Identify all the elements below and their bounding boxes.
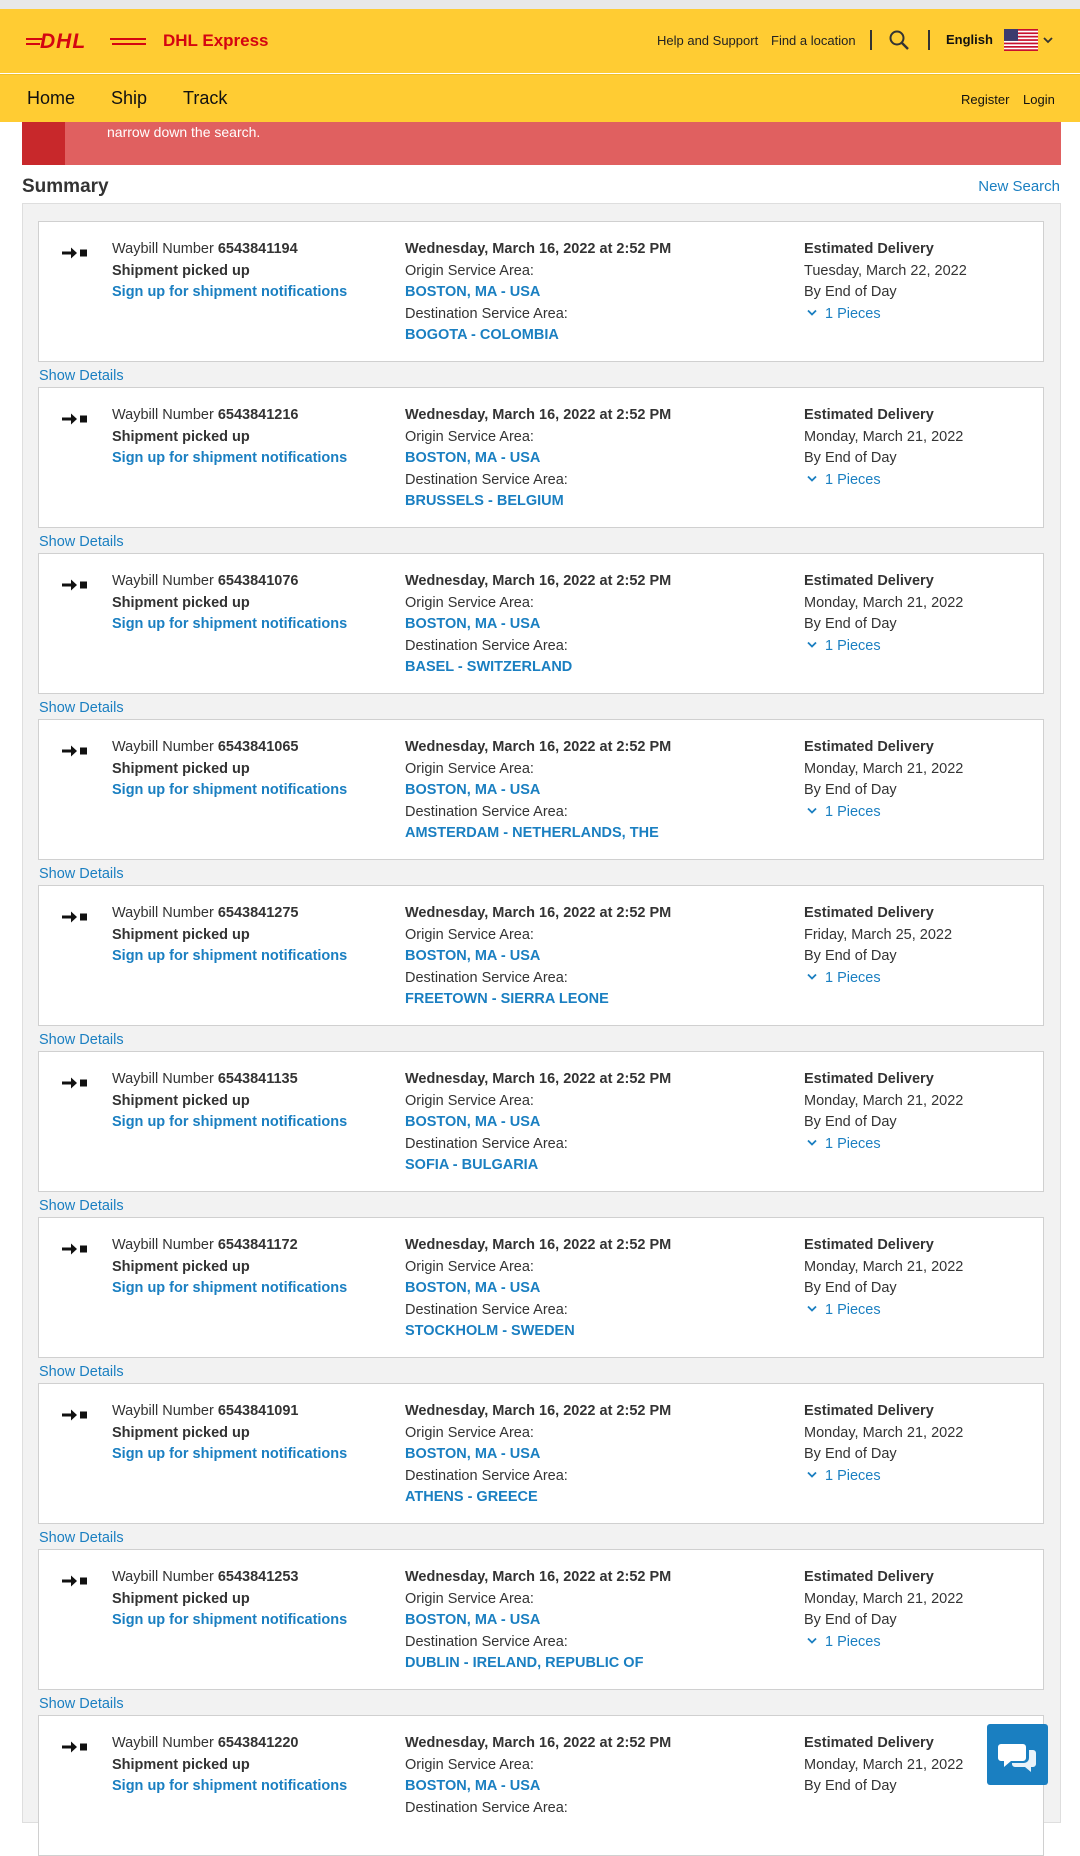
delivery-column bbox=[804, 239, 1034, 325]
shipment-card bbox=[38, 1217, 1044, 1358]
waybill-label: Waybill Number bbox=[112, 1071, 218, 1087]
pieces-count: 1 Pieces bbox=[825, 1135, 881, 1152]
waybill-label: Waybill Number bbox=[112, 1735, 218, 1751]
pieces-toggle[interactable] bbox=[804, 1134, 1034, 1156]
delivery-time: By End of Day bbox=[804, 450, 897, 467]
transit-arrow-icon bbox=[61, 1740, 89, 1754]
transit-arrow-icon bbox=[61, 1574, 89, 1588]
shipment-card bbox=[38, 1051, 1044, 1192]
waybill-column bbox=[112, 1401, 392, 1466]
notification-signup-link[interactable]: Sign up for shipment notifications bbox=[112, 1612, 348, 1629]
waybill-column bbox=[112, 1733, 392, 1798]
destination-label: Destination Service Area: bbox=[405, 1135, 568, 1152]
waybill-label: Waybill Number bbox=[112, 1237, 218, 1253]
divider bbox=[870, 30, 872, 50]
register-link[interactable]: Register bbox=[961, 92, 1010, 107]
pieces-count: 1 Pieces bbox=[825, 1467, 881, 1484]
shipment-date: Wednesday, March 16, 2022 at 2:52 PM bbox=[405, 241, 672, 257]
route-column bbox=[405, 737, 795, 845]
estimated-delivery-label: Estimated Delivery bbox=[804, 1071, 934, 1087]
destination-value[interactable]: ATHENS - GREECE bbox=[405, 1489, 538, 1506]
chevron-down-icon bbox=[807, 807, 817, 815]
shipment-date: Wednesday, March 16, 2022 at 2:52 PM bbox=[405, 1569, 672, 1585]
pieces-count: 1 Pieces bbox=[825, 969, 881, 986]
waybill-number: 6543841076 bbox=[217, 573, 299, 589]
delivery-time: By End of Day bbox=[804, 616, 897, 633]
origin-label: Origin Service Area: bbox=[405, 1756, 534, 1773]
chevron-down-icon bbox=[807, 973, 817, 981]
origin-label: Origin Service Area: bbox=[405, 262, 534, 279]
show-details-link[interactable]: Show Details bbox=[39, 368, 124, 384]
transit-arrow-icon bbox=[61, 1408, 89, 1422]
destination-label: Destination Service Area: bbox=[405, 305, 568, 322]
shipment-status: Shipment picked up bbox=[112, 594, 250, 611]
transit-arrow-icon bbox=[61, 1242, 89, 1256]
origin-label: Origin Service Area: bbox=[405, 1590, 534, 1607]
destination-value[interactable]: STOCKHOLM - SWEDEN bbox=[405, 1323, 575, 1340]
origin-value[interactable]: BOSTON, MA - USA bbox=[405, 1114, 541, 1131]
shipment-date: Wednesday, March 16, 2022 at 2:52 PM bbox=[405, 905, 672, 921]
delivery-time: By End of Day bbox=[804, 1114, 897, 1131]
pieces-toggle[interactable] bbox=[804, 968, 1034, 990]
show-details-link[interactable]: Show Details bbox=[39, 1198, 124, 1214]
notification-signup-link[interactable]: Sign up for shipment notifications bbox=[112, 450, 348, 467]
waybill-number: 6543841065 bbox=[217, 739, 299, 755]
origin-value[interactable]: BOSTON, MA - USA bbox=[405, 948, 541, 965]
shipment-status: Shipment picked up bbox=[112, 926, 250, 943]
brand-name: DHL Express bbox=[163, 31, 269, 50]
estimated-delivery-date: Monday, March 21, 2022 bbox=[804, 1424, 964, 1441]
notification-signup-link[interactable]: Sign up for shipment notifications bbox=[112, 948, 348, 965]
estimated-delivery-label: Estimated Delivery bbox=[804, 1403, 934, 1419]
show-details-link[interactable]: Show Details bbox=[39, 700, 124, 716]
delivery-time: By End of Day bbox=[804, 1446, 897, 1463]
route-column bbox=[405, 405, 795, 513]
delivery-column bbox=[804, 571, 1034, 657]
route-column bbox=[405, 1069, 795, 1177]
waybill-column bbox=[112, 239, 392, 304]
origin-value[interactable]: BOSTON, MA - USA bbox=[405, 284, 541, 301]
destination-label: Destination Service Area: bbox=[405, 1799, 568, 1816]
pieces-toggle[interactable] bbox=[804, 1466, 1034, 1488]
transit-arrow-icon bbox=[61, 1076, 89, 1090]
route-column bbox=[405, 1401, 795, 1509]
route-column bbox=[405, 571, 795, 679]
pieces-toggle[interactable] bbox=[804, 304, 1034, 326]
shipment-card bbox=[38, 1549, 1044, 1690]
show-details-link[interactable]: Show Details bbox=[39, 866, 124, 882]
origin-value[interactable]: BOSTON, MA - USA bbox=[405, 1446, 541, 1463]
destination-value[interactable]: BOGOTA - COLOMBIA bbox=[405, 327, 559, 344]
notification-signup-link[interactable]: Sign up for shipment notifications bbox=[112, 1778, 348, 1795]
chevron-down-icon bbox=[807, 475, 817, 483]
summary-title: Summary bbox=[22, 176, 109, 197]
shipment-status: Shipment picked up bbox=[112, 1756, 250, 1773]
route-column bbox=[405, 1567, 795, 1675]
origin-value[interactable]: BOSTON, MA - USA bbox=[405, 1778, 541, 1795]
chat-icon bbox=[987, 1724, 1048, 1785]
language-selector[interactable]: English bbox=[946, 32, 993, 47]
chevron-down-icon bbox=[807, 1139, 817, 1147]
estimated-delivery-label: Estimated Delivery bbox=[804, 1569, 934, 1585]
pieces-toggle[interactable] bbox=[804, 636, 1034, 658]
browser-top-strip bbox=[0, 0, 1080, 9]
help-and-support-link[interactable]: Help and Support bbox=[657, 33, 759, 48]
estimated-delivery-date: Monday, March 21, 2022 bbox=[804, 1258, 964, 1275]
shipment-date: Wednesday, March 16, 2022 at 2:52 PM bbox=[405, 1071, 672, 1087]
shipment-card bbox=[38, 1383, 1044, 1524]
shipment-status: Shipment picked up bbox=[112, 1424, 250, 1441]
waybill-column bbox=[112, 737, 392, 802]
pieces-count: 1 Pieces bbox=[825, 1633, 881, 1650]
shipment-card bbox=[38, 719, 1044, 860]
delivery-column bbox=[804, 1235, 1034, 1321]
delivery-time: By End of Day bbox=[804, 948, 897, 965]
delivery-time: By End of Day bbox=[804, 1280, 897, 1297]
origin-value[interactable]: BOSTON, MA - USA bbox=[405, 450, 541, 467]
notification-signup-link[interactable]: Sign up for shipment notifications bbox=[112, 1446, 348, 1463]
chevron-down-icon bbox=[807, 1305, 817, 1313]
waybill-label: Waybill Number bbox=[112, 241, 218, 257]
delivery-time: By End of Day bbox=[804, 1612, 897, 1629]
chat-button[interactable] bbox=[987, 1724, 1048, 1785]
waybill-number: 6543841135 bbox=[217, 1071, 298, 1087]
shipment-card bbox=[38, 387, 1044, 528]
destination-value[interactable]: BRUSSELS - BELGIUM bbox=[405, 493, 564, 510]
waybill-column bbox=[112, 405, 392, 470]
origin-label: Origin Service Area: bbox=[405, 926, 534, 943]
nav-ship[interactable]: Ship bbox=[111, 88, 148, 108]
shipment-status: Shipment picked up bbox=[112, 1258, 250, 1275]
waybill-number: 6543841194 bbox=[217, 241, 298, 257]
shipment-date: Wednesday, March 16, 2022 at 2:52 PM bbox=[405, 1403, 672, 1419]
site-header bbox=[0, 9, 1080, 73]
delivery-time: By End of Day bbox=[804, 782, 897, 799]
waybill-number: 6543841253 bbox=[217, 1569, 299, 1585]
origin-value[interactable]: BOSTON, MA - USA bbox=[405, 616, 541, 633]
svg-text:DHL: DHL bbox=[40, 30, 87, 53]
shipment-date: Wednesday, March 16, 2022 at 2:52 PM bbox=[405, 739, 672, 755]
pieces-count: 1 Pieces bbox=[825, 471, 881, 488]
route-column bbox=[405, 1235, 795, 1343]
delivery-column bbox=[804, 1567, 1034, 1653]
error-alert bbox=[22, 122, 1061, 165]
delivery-time: By End of Day bbox=[804, 1778, 897, 1795]
estimated-delivery-label: Estimated Delivery bbox=[804, 241, 934, 257]
pieces-toggle[interactable] bbox=[804, 802, 1034, 824]
shipment-status: Shipment picked up bbox=[112, 760, 250, 777]
chevron-down-icon[interactable] bbox=[1042, 34, 1054, 46]
pieces-count: 1 Pieces bbox=[825, 305, 881, 322]
origin-value[interactable]: BOSTON, MA - USA bbox=[405, 782, 541, 799]
waybill-label: Waybill Number bbox=[112, 905, 218, 921]
new-search-link[interactable]: New Search bbox=[978, 178, 1060, 195]
chevron-down-icon bbox=[807, 1471, 817, 1479]
shipment-status: Shipment picked up bbox=[112, 428, 250, 445]
us-flag-icon[interactable] bbox=[1004, 29, 1038, 51]
estimated-delivery-date: Monday, March 21, 2022 bbox=[804, 760, 964, 777]
estimated-delivery-date: Monday, March 21, 2022 bbox=[804, 428, 964, 445]
chevron-down-icon bbox=[807, 1637, 817, 1645]
origin-label: Origin Service Area: bbox=[405, 594, 534, 611]
nav-home[interactable]: Home bbox=[27, 88, 76, 108]
pieces-toggle[interactable] bbox=[804, 470, 1034, 492]
waybill-number: 6543841220 bbox=[217, 1735, 299, 1751]
destination-value[interactable]: AMSTERDAM - NETHERLANDS, THE bbox=[405, 825, 659, 842]
alert-strip bbox=[22, 122, 65, 165]
delivery-column bbox=[804, 1401, 1034, 1487]
origin-value[interactable]: BOSTON, MA - USA bbox=[405, 1612, 541, 1629]
shipment-card bbox=[38, 553, 1044, 694]
waybill-column bbox=[112, 1235, 392, 1300]
delivery-column bbox=[804, 903, 1034, 989]
estimated-delivery-label: Estimated Delivery bbox=[804, 407, 934, 423]
estimated-delivery-label: Estimated Delivery bbox=[804, 1735, 934, 1751]
main-nav bbox=[0, 74, 1080, 122]
estimated-delivery-label: Estimated Delivery bbox=[804, 905, 934, 921]
origin-label: Origin Service Area: bbox=[405, 760, 534, 777]
route-column bbox=[405, 1733, 795, 1819]
search-icon[interactable] bbox=[888, 29, 910, 51]
waybill-label: Waybill Number bbox=[112, 1569, 218, 1585]
estimated-delivery-date: Monday, March 21, 2022 bbox=[804, 1590, 964, 1607]
destination-label: Destination Service Area: bbox=[405, 969, 568, 986]
destination-value[interactable]: FREETOWN - SIERRA LEONE bbox=[405, 991, 609, 1008]
shipment-card bbox=[38, 885, 1044, 1026]
waybill-number: 6543841091 bbox=[217, 1403, 299, 1419]
route-column bbox=[405, 903, 795, 1011]
origin-label: Origin Service Area: bbox=[405, 428, 534, 445]
notification-signup-link[interactable]: Sign up for shipment notifications bbox=[112, 616, 348, 633]
shipment-date: Wednesday, March 16, 2022 at 2:52 PM bbox=[405, 1735, 672, 1751]
dhl-logo-icon[interactable] bbox=[26, 29, 148, 53]
destination-value[interactable]: BASEL - SWITZERLAND bbox=[405, 659, 573, 676]
destination-label: Destination Service Area: bbox=[405, 637, 568, 654]
pieces-count: 1 Pieces bbox=[825, 637, 881, 654]
waybill-column bbox=[112, 1069, 392, 1134]
origin-label: Origin Service Area: bbox=[405, 1092, 534, 1109]
shipment-status: Shipment picked up bbox=[112, 1092, 250, 1109]
notification-signup-link[interactable]: Sign up for shipment notifications bbox=[112, 284, 348, 301]
waybill-column bbox=[112, 903, 392, 968]
pieces-toggle[interactable] bbox=[804, 1300, 1034, 1322]
destination-label: Destination Service Area: bbox=[405, 1467, 568, 1484]
origin-label: Origin Service Area: bbox=[405, 1258, 534, 1275]
transit-arrow-icon bbox=[61, 412, 89, 426]
destination-label: Destination Service Area: bbox=[405, 1301, 568, 1318]
waybill-label: Waybill Number bbox=[112, 1403, 218, 1419]
waybill-number: 6543841216 bbox=[217, 407, 299, 423]
estimated-delivery-date: Tuesday, March 22, 2022 bbox=[804, 262, 967, 279]
waybill-label: Waybill Number bbox=[112, 407, 218, 423]
shipment-status: Shipment picked up bbox=[112, 1590, 250, 1607]
estimated-delivery-label: Estimated Delivery bbox=[804, 573, 934, 589]
chevron-down-icon bbox=[807, 641, 817, 649]
estimated-delivery-date: Monday, March 21, 2022 bbox=[804, 1092, 964, 1109]
shipment-date: Wednesday, March 16, 2022 at 2:52 PM bbox=[405, 1237, 672, 1253]
notification-signup-link[interactable]: Sign up for shipment notifications bbox=[112, 1114, 348, 1131]
route-column bbox=[405, 239, 795, 347]
waybill-column bbox=[112, 571, 392, 636]
shipment-card bbox=[38, 221, 1044, 362]
login-link[interactable]: Login bbox=[1023, 92, 1055, 107]
chevron-down-icon bbox=[807, 309, 817, 317]
transit-arrow-icon bbox=[61, 744, 89, 758]
show-details-link[interactable]: Show Details bbox=[39, 534, 124, 550]
notification-signup-link[interactable]: Sign up for shipment notifications bbox=[112, 1280, 348, 1297]
shipment-date: Wednesday, March 16, 2022 at 2:52 PM bbox=[405, 407, 672, 423]
waybill-label: Waybill Number bbox=[112, 573, 218, 589]
estimated-delivery-date: Monday, March 21, 2022 bbox=[804, 1756, 964, 1773]
transit-arrow-icon bbox=[61, 578, 89, 592]
show-details-link[interactable]: Show Details bbox=[39, 1696, 124, 1712]
estimated-delivery-label: Estimated Delivery bbox=[804, 1237, 934, 1253]
destination-label: Destination Service Area: bbox=[405, 803, 568, 820]
destination-value[interactable]: SOFIA - BULGARIA bbox=[405, 1157, 539, 1174]
shipment-card bbox=[38, 1715, 1044, 1856]
alert-message: narrow down the search. bbox=[107, 124, 261, 140]
transit-arrow-icon bbox=[61, 246, 89, 260]
waybill-number: 6543841172 bbox=[217, 1237, 298, 1253]
find-location-link[interactable]: Find a location bbox=[771, 33, 856, 48]
show-details-link[interactable]: Show Details bbox=[39, 1364, 124, 1380]
delivery-column bbox=[804, 1069, 1034, 1155]
show-details-link[interactable]: Show Details bbox=[39, 1530, 124, 1546]
shipment-date: Wednesday, March 16, 2022 at 2:52 PM bbox=[405, 573, 672, 589]
destination-label: Destination Service Area: bbox=[405, 471, 568, 488]
waybill-column bbox=[112, 1567, 392, 1632]
pieces-toggle[interactable] bbox=[804, 1632, 1034, 1654]
destination-label: Destination Service Area: bbox=[405, 1633, 568, 1650]
divider bbox=[928, 30, 930, 50]
origin-label: Origin Service Area: bbox=[405, 1424, 534, 1441]
origin-value[interactable]: BOSTON, MA - USA bbox=[405, 1280, 541, 1297]
destination-value[interactable]: DUBLIN - IRELAND, REPUBLIC OF bbox=[405, 1655, 644, 1672]
pieces-count: 1 Pieces bbox=[825, 1301, 881, 1318]
shipment-status: Shipment picked up bbox=[112, 262, 250, 279]
show-details-link[interactable]: Show Details bbox=[39, 1032, 124, 1048]
delivery-column bbox=[804, 405, 1034, 491]
estimated-delivery-label: Estimated Delivery bbox=[804, 739, 934, 755]
waybill-label: Waybill Number bbox=[112, 739, 218, 755]
nav-track[interactable]: Track bbox=[183, 88, 228, 108]
waybill-number: 6543841275 bbox=[217, 905, 299, 921]
estimated-delivery-date: Friday, March 25, 2022 bbox=[804, 926, 953, 943]
estimated-delivery-date: Monday, March 21, 2022 bbox=[804, 594, 964, 611]
delivery-time: By End of Day bbox=[804, 284, 897, 301]
delivery-column bbox=[804, 737, 1034, 823]
notification-signup-link[interactable]: Sign up for shipment notifications bbox=[112, 782, 348, 799]
pieces-count: 1 Pieces bbox=[825, 803, 881, 820]
transit-arrow-icon bbox=[61, 910, 89, 924]
